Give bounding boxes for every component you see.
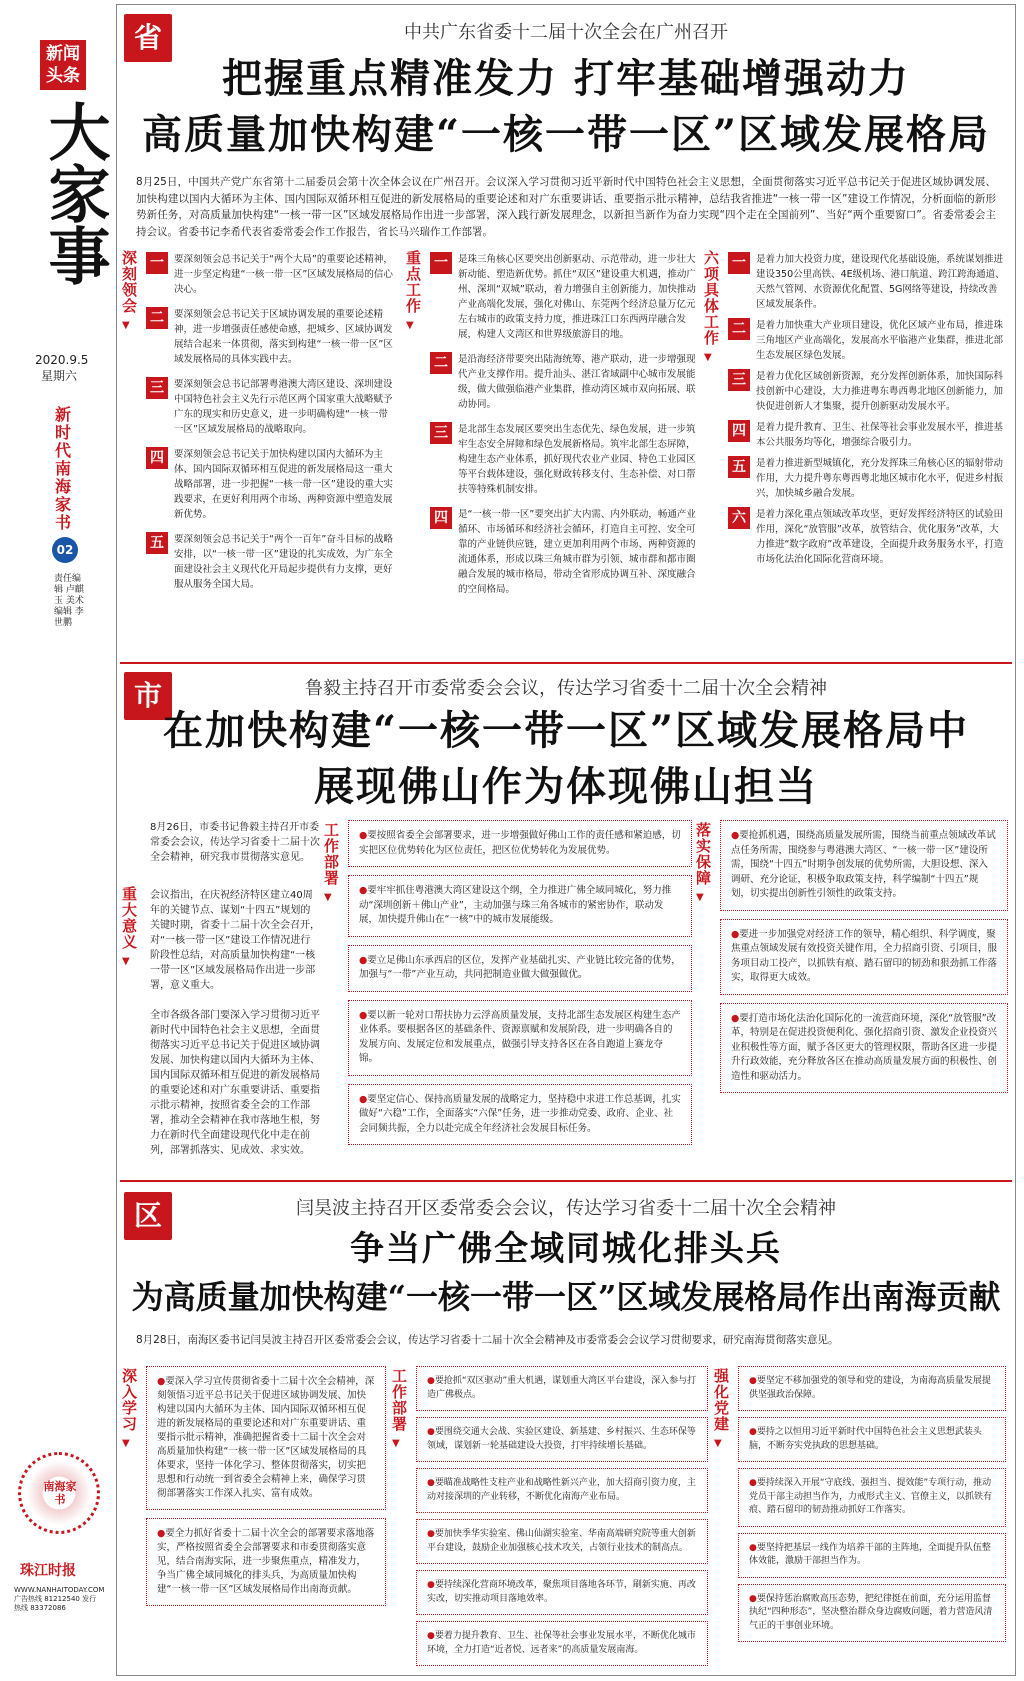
item-text: 要深刻领会总书记关于“两个大局”的重要论述精神，进一步坚定构建“一核一带一区”区域发展格局的信心决心。: [174, 254, 393, 295]
label-work-plan: 工作部署 ▼: [392, 1367, 408, 1449]
point-box: [738, 1584, 1006, 1643]
item-text: 要深刻领会总书记关于“两个一百年”奋斗目标的战略安排，以“一核一带一区”建设的扎实成效，为广东全面建设社会主义现代化开局起步提供有力支撑，更好服从服务全国大局。: [174, 534, 393, 590]
numbered-item: [430, 352, 700, 412]
point-box: [416, 1417, 708, 1462]
section-subhead: 中共广东省委十二届十次全会在广州召开: [404, 22, 728, 43]
footer-contact: WWW.NANHAITODAY.COM 广告热线 81212540 发行热线 83372086: [14, 1586, 105, 1612]
section-subhead: 闫昊波主持召开区委常委会会议，传达学习省委十二届十次全会精神: [296, 1198, 836, 1219]
point-text: 要坚定信心、保持高质量发展的战略定力，坚持稳中求进工作总基调，扎实做好“六稳”工作，全面落实“六保”任务，进一步推动党委、政府、企业、社会同频共振，全力以赴完成全年经济社会发展目标任务。: [359, 1093, 681, 1134]
bullet-icon: ●: [427, 1478, 435, 1488]
label-work-plan: 工作部署 ▼: [324, 821, 340, 903]
item-text: 要深刻领会总书记部署粤港澳大湾区建设、深圳建设中国特色社会主义先行示范区两个国家重大战略赋予广东的现实和历史意义，进一步明确构建“一核一带一区”区域发展格局的战略取向。: [174, 379, 393, 435]
point-text: 要进一步加强党对经济工作的领导，精心组织、科学调度，聚焦重点领域发展有效投资关键作用，全力招商引资、引项目，服务项目动工投产，以抓铁有痕、踏石留印的韧劲和狠劲抓工作落实，取得更大成效。: [731, 928, 998, 983]
item-text: 是着力加大投资力度，建设现代化基础设施，系统谋划推进建设350公里高铁、4E级机场、港口航道、跨江跨海通道、天然气管网、水资源优化配置、5G网络等建设，持续改善区域发展条件。: [756, 254, 1005, 310]
item-number-badge: 四: [430, 507, 452, 529]
bullet-icon: ●: [749, 1593, 757, 1604]
item-number-badge: 五: [728, 456, 750, 478]
numbered-item: [728, 318, 1006, 363]
bullet-icon: ●: [359, 1093, 368, 1105]
label-deep-understanding: 深刻领会 ▼: [122, 249, 138, 331]
article-intro: 8月25日，中国共产党广东省第十二届委员会第十次全体会议在广州召开。会议深入学习贯彻习近平新时代中国特色社会主义思想，全面贯彻落实习近平总书记关于促进区域协调发展、加快构建以国内大循环为主体、国内国际双循环相互促进的新发展格局的重要论述和对广东重要讲话、重要指示批示精神，总结我省推进“一核一带一区”建设工作情况，分析面临的新形势新任务，对高质量加快构建“一核一带一区”区域发展格局作出进一步部署，深入践行新发展理念，以新担当新作为奋力实现“四个走在全国前列”、当好“两个重要窗口”。省委常委会主持会议。省委书记李希代表省委常委会作工作报告，省长马兴瑞作工作部署。: [136, 176, 996, 238]
bullet-icon: ●: [359, 1009, 368, 1021]
item-number-badge: 一: [146, 252, 168, 274]
point-text: 要持续深入开展“守底线、强担当、提效能”专项行动，推动党员干部主动担当作为，力戒形式主义、官僚主义，以抓铁有痕、踏石留印的韧劲推动抓好工作落实。: [749, 1478, 993, 1515]
numbered-item: [430, 507, 700, 597]
page-number-badge: 02: [52, 537, 78, 563]
requirement-text: 全市各级各部门要深入学习贯彻习近平新时代中国特色社会主义思想，全面贯彻落实习近平总书记关于促进区域协调发展、加快构建以国内大循环为主体、国内国际双循环相互促进的新发展格局的重要论述和对广东重要讲话、重要指示批示精神，按照省委全会的工作部署，推动全会精神在我市落地生根，努力在新时代全面建设现代化中走在前列，部署抓落实、见成效、求实效。: [150, 1010, 320, 1156]
item-text: 是着力优化区域创新资源，充分发挥创新体系，加快国际科技创新中心建设，大力推进粤东粤西粤北地区创新能力，加快促进创新人才集聚，提升创新驱动发展水平。: [756, 371, 1004, 412]
point-box: [720, 1003, 1008, 1094]
point-box: [348, 945, 692, 992]
bullet-icon: ●: [749, 1478, 757, 1488]
sidebar: [0, 0, 113, 1681]
editor-credits: 责任编辑 卢麒玉 美术编辑 李世鹏: [54, 574, 84, 628]
point-text: 要加快季华实验室、佛山仙湖实验室、华南高端研究院等重大创新平台建设，鼓励企业加强核心技术攻关，占领行业技术的制高点。: [427, 1529, 696, 1553]
bullet-icon: ●: [749, 1376, 757, 1386]
headline-line-1: 争当广佛全域同城化排头兵: [350, 1229, 782, 1269]
section-tag: 市: [124, 672, 172, 720]
numbered-item: [430, 252, 700, 342]
weekday-text: 星期六: [41, 369, 78, 383]
point-box: [416, 1519, 708, 1564]
item-number-badge: 三: [728, 369, 750, 391]
col-guarantee: [720, 820, 1008, 1101]
col-party-building: [738, 1366, 1006, 1648]
point-text: 要抢抓“双区驱动”重大机遇，谋划重大湾区平台建设，深入参与打造广佛极点。: [427, 1376, 697, 1400]
masthead: 大家事: [38, 100, 111, 286]
bullet-icon: ●: [157, 1376, 166, 1387]
numbered-item: [728, 507, 1006, 567]
item-text: 是沿海经济带要突出陆海统筹、港产联动，进一步增强现代产业支撑作用。提升汕头、湛江省域副中心城市发展能级，做大做强临港产业集群，推动湾区城市双向拓展、联动协同。: [458, 354, 696, 410]
point-text: 要立足佛山东承西启的区位，发挥产业基础扎实、产业链比较完备的优势，加强与“一带”产业互动，共同把制造业做大做强做优。: [359, 954, 681, 980]
headline-line-2: 高质量加快构建“一核一带一区”区域发展格局: [141, 111, 990, 158]
col-work-plan: [416, 1366, 708, 1672]
item-number-badge: 一: [728, 252, 750, 274]
col-key-work: [430, 252, 700, 607]
point-box: [416, 1468, 708, 1513]
bullet-icon: ●: [359, 954, 368, 966]
headline-line-2: 展现佛山作为体现佛山担当: [314, 763, 818, 810]
point-text: 要保持惩治腐败高压态势，把纪律挺在前面，充分运用监督执纪“四种形态”，坚决整治群众身边腐败问题，着力营造风清气正的干事创业环境。: [749, 1593, 993, 1631]
point-text: 要着力提升教育、卫生、社保等社会事业发展水平，不断优化城市环境，全力打造“近者悦、远者来”的高质量发展南海。: [427, 1631, 696, 1655]
numbered-item: [728, 456, 1006, 501]
label-party-building: 强化党建 ▼: [714, 1367, 730, 1449]
item-number-badge: 二: [146, 307, 168, 329]
point-text: 要以新一轮对口帮扶协力云浮高质量发展，支持北部生态发展区构建生态产业体系。要根据各区的基础条件、资源禀赋和发展阶段，进一步明确各自的发展方向、发展定位和发展重点，做强引导支持各区在各自跑道上赛龙夺锦。: [359, 1009, 681, 1064]
col-deep-study: [146, 1366, 386, 1614]
label-deep-study: 深入学习 ▼: [122, 1367, 138, 1449]
point-box: [348, 1084, 692, 1146]
item-text: 是着力加快重大产业项目建设，优化区域产业布局，推进珠三角地区产业高端化，发展高水平临港产业集群，推进北部生态发展区绿色发展。: [756, 320, 1004, 361]
item-text: 是“一核一带一区”要突出扩大内需、内外联动，畅通产业循环、市场循环和经济社会循环，打造自主可控、安全可靠的产业链供应链，建立更加利用两个市场、两种资源的流通体系，形成以珠三角城市群为引领、城市群和都市圈融合发展的城市格局，带动全省形成协调互补、深度融合的空间格局。: [458, 509, 696, 595]
bullet-icon: ●: [359, 830, 368, 841]
point-box: [720, 820, 1008, 911]
point-text: 要围绕交通大会战、实验区建设、新基建、乡村振兴、生态环保等领域，谋划新一轮基础建设大投资，打牢持续增长基础。: [427, 1427, 696, 1451]
item-text: 要深刻领会总书记关于区域协调发展的重要论述精神，进一步增强责任感使命感，把城乡、区域协调发展结合起来一体贯彻，落实到构建“一核一带一区”区域发展格局的具体实践中去。: [174, 309, 393, 365]
qr-label: 南海家书: [43, 1480, 77, 1506]
headline-line-1: 把握重点精准发力 打牢基础增强动力: [222, 55, 910, 102]
item-text: 是珠三角核心区要突出创新驱动、示范带动，进一步壮大新动能、塑造新优势。抓住“双区”建设重大机遇，推动广州、深圳“双城”联动，着力增强自主创新能力，加快推动产业高端化发展，强化对佛山、东莞两个经济总量万亿元左右城市的政策支持力度，推进珠江口东西两岸融合发展，构建人文湾区和世界级旅游目的地。: [458, 254, 696, 340]
section-divider: [120, 1180, 1012, 1182]
item-number-badge: 三: [146, 377, 168, 399]
point-text: 要牢牢抓住粤港澳大湾区建设这个纲，全力推进广佛全域同城化，努力推动“深圳创新＋佛山产业”，主动加强与珠三角各城市的紧密协作，联动发展，加快提升佛山在“一核”中的城市发展能级。: [359, 885, 672, 925]
section-subhead: 鲁毅主持召开市委常委会会议，传达学习省委十二届十次全会精神: [305, 678, 827, 699]
section-province: [120, 8, 1012, 670]
bullet-icon: ●: [427, 1580, 435, 1590]
section-city: [120, 668, 1012, 1178]
bullet-icon: ●: [731, 1012, 740, 1024]
col-six-tasks: [728, 252, 1006, 573]
section-tag: 省: [124, 14, 172, 62]
label-significance: 重大意义 ▼: [122, 885, 138, 967]
section-tag: 区: [124, 1192, 172, 1240]
point-box: [738, 1533, 1006, 1578]
item-number-badge: 三: [430, 422, 452, 444]
bullet-icon: ●: [749, 1542, 757, 1553]
numbered-item: [728, 252, 1006, 312]
label-six-tasks: 六项具体工作 ▼: [704, 249, 720, 363]
point-box: [348, 1000, 692, 1076]
point-box: [348, 820, 692, 867]
point-text: 要打造市场化法治化国际化的一流营商环境，深化“放管服”改革，特别是在促进投资便利化、强化招商引资、激发企业投资兴业积极性等方面，赋予各区更大的管理权限，帮助各区进一步提升行政效能，充分释放各区在推动高质量发展方面的积极性、创造性和驱动活力。: [731, 1012, 998, 1082]
numbered-item: [728, 420, 1006, 450]
point-text: 要持之以恒用习近平新时代中国特色社会主义思想武装头脑，不断夯实党执政的思想基础。: [749, 1427, 982, 1451]
item-number-badge: 二: [430, 352, 452, 374]
item-text: 是着力提升教育、卫生、社保等社会事业发展水平，推进基本公共服务均等化，增强综合吸引力。: [756, 422, 1004, 448]
significance-text: 会议指出，在庆祝经济特区建立40周年的关键节点、谋划“十四五”规划的关键时期，省委十二届十次全会召开，对“一核一带一区”建设工作情况进行阶段性总结，对高质量加快构建“一核一带一区”区域发展格局作出进一步部署，意义重大。: [150, 890, 320, 991]
point-box: [738, 1366, 1006, 1411]
numbered-item: [146, 532, 394, 592]
headline-line-1: 在加快构建“一核一带一区”区域发展格局中: [162, 707, 969, 754]
bullet-icon: ●: [427, 1427, 435, 1437]
bullet-icon: ●: [359, 885, 368, 896]
footer-logo: 珠江时报: [20, 1563, 76, 1579]
item-number-badge: 二: [728, 318, 750, 340]
point-box: [416, 1366, 708, 1411]
point-box: [416, 1621, 708, 1666]
col-understanding: [146, 252, 394, 602]
label-key-work: 重点工作 ▼: [406, 249, 422, 331]
bullet-icon: ●: [427, 1376, 435, 1386]
headline-line-2: 为高质量加快构建“一核一带一区”区域发展格局作出南海贡献: [131, 1278, 1001, 1316]
date-text: 2020.9.5: [35, 353, 89, 367]
item-text: 是北部生态发展区要突出生态优先、绿色发展，进一步筑牢生态安全屏障和绿色发展新格局。筑牢北部生态屏障，构建生态产业体系，抓好现代农业产业园、特色工业园区等平台载体建设，强化财政转移支付、生态补偿、对口帮扶等特殊机制安排。: [458, 424, 696, 495]
point-text: 要抢抓机遇，围绕高质量发展所需，围绕当前重点领域改革试点任务所需，围绕参与粤港澳大湾区、“一核一带一区”建设所需，围绕“十四五”时期争创发展的优势所需，大胆设想、深入调研、充分论证，积极争取政策支持，科学编制“十四五”规划，切实提出创新性引领性的政策支持。: [731, 830, 996, 899]
point-box: [738, 1468, 1006, 1527]
bullet-icon: ●: [749, 1427, 757, 1437]
point-text: 要瞄准战略性支柱产业和战略性新兴产业，加大招商引资力度，主动对接深圳的产业转移，不断优化南海产业布局。: [427, 1478, 696, 1502]
article-intro: 8月26日，市委书记鲁毅主持召开市委常委会会议，传达学习省委十二届十次全会精神，研究我市贯彻落实意见。: [150, 822, 320, 863]
numbered-item: [430, 422, 700, 497]
brand-logo: 新闻头条: [40, 40, 86, 90]
point-text: 要坚持把基层一线作为培养干部的主阵地，全面提升队伍整体效能，激励干部担当作为。: [749, 1542, 991, 1566]
point-text: 要按照省委全会部署要求，进一步增强做好佛山工作的责任感和紧迫感，切实把区位优势转化为区位责任，把区位优势转化为发展优势。: [359, 830, 681, 856]
point-box: [146, 1518, 386, 1606]
point-text: 要深入学习宣传贯彻省委十二届十次全会精神，深刻领悟习近平总书记关于促进区域协调发展、加快构建以国内大循环为主体、国内国际双循环相互促进的新发展格局的重要论述和对广东重要讲话、重要指示批示精神，准确把握省委十二届十次全会对高质量加快构建“一核一带一区”区域发展格局的具体要求，坚持一体化学习、整体贯彻落实，切实把思想和行动统一到省委全会精神上来，确保学习贯彻部署落实工作深入扎实、富有成效。: [157, 1376, 375, 1499]
section-district: [120, 1186, 1012, 1676]
point-text: 要持续深化营商环境改革，聚焦项目落地各环节，刷新实施、再改实改，切实推动项目落地效率。: [427, 1580, 696, 1604]
col-work-plan: [348, 820, 692, 1153]
point-box: [416, 1570, 708, 1615]
point-text: 要全力抓好省委十二届十次全会的部署要求落地落实，严格按照省委全会部署要求和市委贯彻落实意见，结合南海实际，进一步聚焦重点，精准发力，争当广佛全域同城化的排头兵，为高质量加快构建“一核一带一区”区域发展格局作出南海贡献。: [157, 1528, 375, 1595]
point-box: [738, 1417, 1006, 1462]
item-number-badge: 一: [430, 252, 452, 274]
item-text: 要深刻领会总书记关于加快构建以国内大循环为主体、国内国际双循环相互促进的新发展格局这一重大战略部署，进一步把握“一核一带一区”建设的重大实践要求，在更好利用两个市场、两种资源中塑造发展新优势。: [174, 449, 393, 520]
issue-date: [35, 352, 88, 384]
numbered-item: [146, 447, 394, 522]
numbered-item: [146, 252, 394, 297]
item-text: 是着力推进新型城镇化，充分发挥珠三角核心区的辐射带动作用，大力提升粤东粤西粤北地区城市化水平，促进乡村振兴，加快城乡融合发展。: [756, 458, 1004, 499]
numbered-item: [728, 369, 1006, 414]
bullet-icon: ●: [731, 830, 740, 841]
item-text: 是着力深化重点领域改革攻坚，更好发挥经济特区的试验田作用，深化“放管服”改革，放管结合、优化服务”改革，大力推进“数字政府”改革建设，全面提升政务服务水平，打造市场化法治化国际化营商环境。: [756, 509, 1004, 565]
item-number-badge: 四: [728, 420, 750, 442]
column-kicker: 新时代南海家书: [55, 405, 72, 532]
label-guarantee: 落实保障 ▼: [696, 821, 712, 903]
bullet-icon: ●: [731, 928, 740, 940]
item-number-badge: 四: [146, 447, 168, 469]
numbered-item: [146, 307, 394, 367]
section-divider: [120, 662, 1012, 664]
point-text: 要坚定不移加强党的领导和党的建设，为南海高质量发展提供坚强政治保障。: [749, 1376, 991, 1400]
numbered-item: [146, 377, 394, 437]
article-intro: 8月28日，南海区委书记闫昊波主持召开区委常委会会议，传达学习省委十二届十次全会精神及市委常委会会议学习贯彻要求，研究南海贯彻落实意见。: [136, 1334, 839, 1346]
point-box: [146, 1366, 386, 1510]
item-number-badge: 六: [728, 507, 750, 529]
item-number-badge: 五: [146, 532, 168, 554]
point-box: [348, 875, 692, 937]
point-box: [720, 919, 1008, 995]
bullet-icon: ●: [427, 1529, 435, 1539]
bullet-icon: ●: [157, 1528, 166, 1539]
bullet-icon: ●: [427, 1631, 435, 1641]
